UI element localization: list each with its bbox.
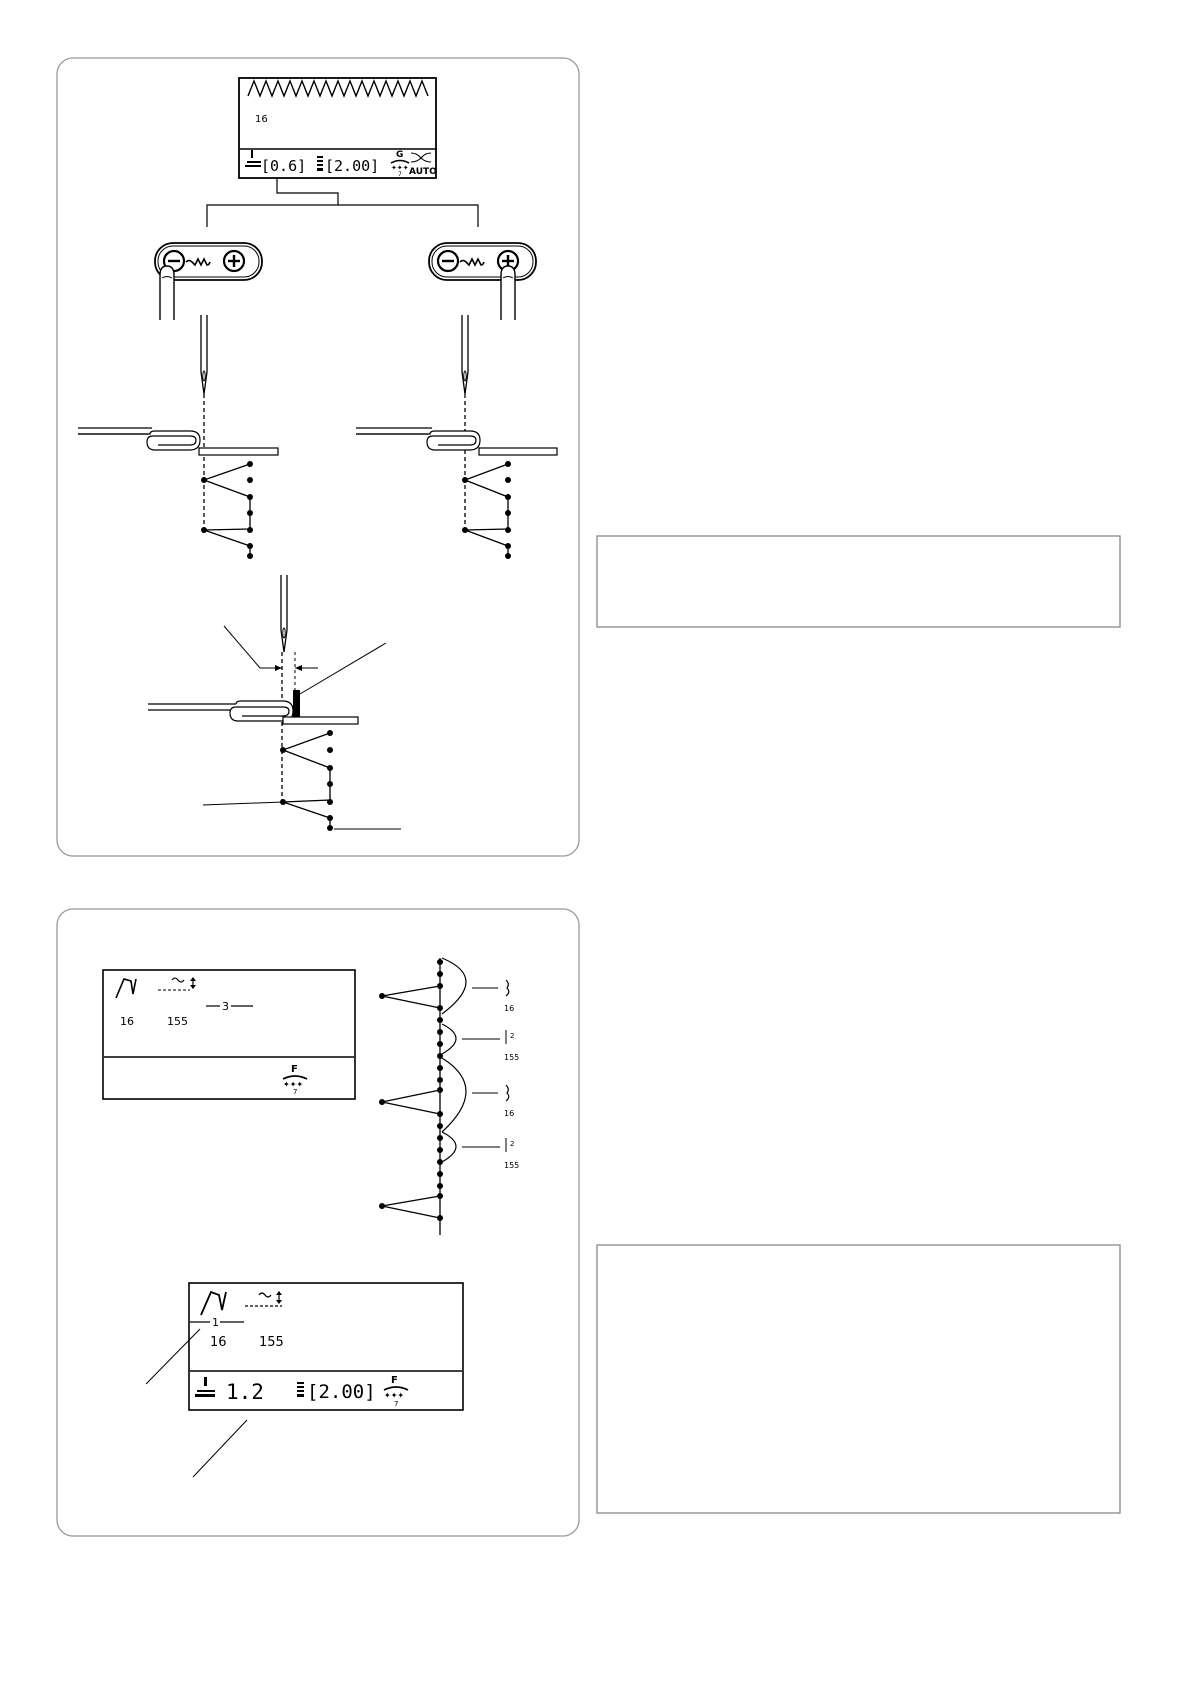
lcd-display-2 xyxy=(103,970,355,1099)
zigzag-width-icon xyxy=(186,259,210,265)
zigzag-width-icon xyxy=(460,259,484,265)
lcd1-foot-sub: 7 xyxy=(398,171,402,178)
lcd3-foot-sub: 7 xyxy=(394,1400,399,1408)
needle-diagram-right xyxy=(356,315,557,559)
lcd-display-1 xyxy=(239,78,437,178)
stitch-label-155: 155 xyxy=(504,1161,520,1170)
svg-text:✦✦✦: ✦✦✦ xyxy=(283,1080,304,1089)
lcd1-foot-value: [0.6] xyxy=(261,157,307,175)
text-box-1 xyxy=(597,536,1120,627)
minus-icon[interactable] xyxy=(438,251,458,271)
needle-icon xyxy=(462,315,468,394)
svg-text:✦✦✦: ✦✦✦ xyxy=(384,1391,405,1400)
lcd1-thread-label: AUTO xyxy=(409,167,437,177)
stitch-width-button-left[interactable] xyxy=(155,243,262,320)
repeat-count: 3 xyxy=(222,1000,229,1013)
stitch-label-2: 2 xyxy=(510,1140,515,1148)
needle-icon xyxy=(281,575,287,652)
blind-hem-stitch xyxy=(465,464,508,556)
leader-line xyxy=(224,626,260,668)
svg-text:✦✦✦: ✦✦✦ xyxy=(391,164,409,172)
stitch-label-2: 2 xyxy=(510,1032,515,1040)
finger-icon xyxy=(160,266,174,320)
needle-diagram-left xyxy=(78,315,278,559)
blind-hem-stitch xyxy=(204,464,250,556)
lcd3-pattern-number-2: 155 xyxy=(259,1335,284,1350)
lcd3-foot-letter: F xyxy=(391,1375,398,1386)
lcd2-pattern-number: 16 xyxy=(120,1015,134,1028)
stitch-width-button-right[interactable] xyxy=(429,243,536,320)
text-box-2 xyxy=(597,1245,1120,1513)
lcd3-pattern-number: 16 xyxy=(210,1335,227,1350)
needle-icon xyxy=(201,315,207,394)
lcd3-length-value: [2.00] xyxy=(307,1381,376,1403)
stitch-label-155: 155 xyxy=(504,1053,520,1062)
lcd1-foot-letter: G xyxy=(396,150,404,160)
lcd2-pattern-number-2: 155 xyxy=(167,1015,188,1028)
lcd3-foot-value: 1.2 xyxy=(226,1380,264,1404)
plus-icon[interactable] xyxy=(224,251,244,271)
guide-bar xyxy=(293,690,300,717)
lcd2-foot-sub: 7 xyxy=(293,1088,298,1096)
stitch-label-16: 16 xyxy=(504,1109,515,1118)
lcd2-foot-letter: F xyxy=(291,1064,298,1075)
lcd1-pattern-number: 16 xyxy=(255,114,268,125)
pattern-16-mini-icon xyxy=(506,1085,509,1101)
bracket-lines xyxy=(207,178,478,227)
blind-hem-stitch xyxy=(283,733,330,828)
stitch-sequence-diagram xyxy=(379,958,519,1235)
needle-guide-diagram xyxy=(148,575,401,831)
pattern-16-mini-icon xyxy=(506,980,509,996)
leader-line xyxy=(203,802,283,805)
finger-icon xyxy=(501,266,515,320)
lcd-display-3 xyxy=(189,1283,463,1410)
lcd3-repeat-count: 1 xyxy=(212,1316,219,1329)
lcd1-length-value: [2.00] xyxy=(325,157,380,175)
stitch-label-16: 16 xyxy=(504,1004,515,1013)
leader-line xyxy=(193,1420,247,1477)
